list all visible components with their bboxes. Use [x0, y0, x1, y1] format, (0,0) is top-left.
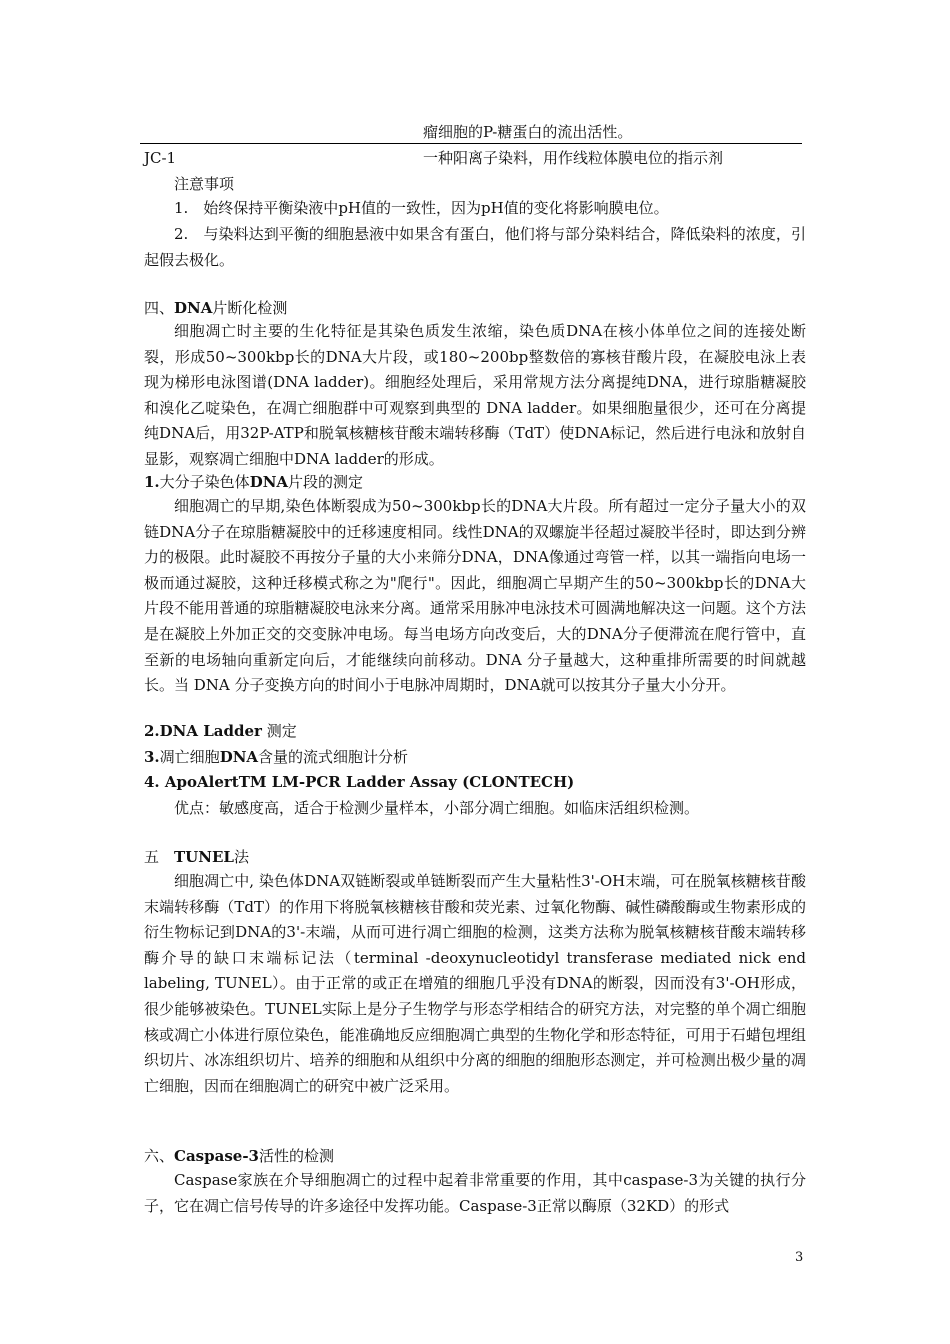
section-5-rest: 法 [233, 848, 249, 866]
subsection-1-heading [144, 471, 363, 493]
section-6-prefix: 六、 [144, 1147, 175, 1165]
subsection-3-bold: DNA [219, 748, 259, 766]
notes-title: 注意事项 [174, 175, 235, 193]
section-6-rest: 活性的检测 [258, 1147, 334, 1165]
section-4-paragraph-2: 细胞凋亡的早期,染色体断裂成为50~300kbp长的DNA大片段。所有超过一定分子量大小的双链DNA分子在琼脂糖凝胶中的迁移速度相同。线性DNA的双螺旋半径超过凝胶半径时，即达到分辨力的极限。此时凝胶不再按分子量的大小来筛分DNA，DNA像通过弯管一样，以其一端指向电场一极而通过凝胶，这种迁移模式称之为"爬行"。因此，细胞凋亡早期产生的50~300kbp长的DNA大片段不能用普通的琼脂糖凝胶电泳来分离。通常采用脉冲电泳技术可圆满地解决这一问题。这个方法是在凝胶上外加正交的交变脉冲电场。每当电场方向改变后，大的DNA分子便滞流在爬行管中，直至新的电场轴向重新定向后，才能继续向前移动。DNA 分子量越大，这种重排所需要的时间就越长。当 DNA 分子变换方向的时间小于电脉冲周期时，DNA就可以按其分子量大小分开。 [144, 497, 806, 695]
section-4-bold: DNA [174, 299, 213, 317]
subsection-3-rest: 含量的流式细胞计分析 [258, 748, 409, 766]
section-4-prefix: 四、 [144, 299, 175, 317]
subsection-4-bold: 4. ApoAlertTM LM-PCR Ladder Assay (CLONTECH) [144, 773, 575, 791]
table-cell-row2-left: JC-1 [144, 149, 177, 167]
section-6-paragraph-1: Caspase家族在介导细胞凋亡的过程中起着非常重要的作用，其中caspase-3为关键的执行分子，它在凋亡信号传导的许多途径中发挥功能。Caspase-3正常以酶原（32KD）的形式 [144, 1171, 806, 1215]
notes-item-1: 1. 始终保持平衡染液中pH值的一致性，因为pH值的变化将影响膜电位。 [174, 199, 669, 217]
section-5-prefix: 五 [144, 848, 175, 866]
section-5-paragraph-1: 细胞凋亡中, 染色体DNA双链断裂或单链断裂而产生大量粘性3'-OH末端，可在脱氧核糖核苷酸末端转移酶（TdT）的作用下将脱氧核糖核苷酸和荧光素、过氧化物酶、碱性磷酸酶或生物素形成的衍生物标记到DNA的3'-末端，从而可进行凋亡细胞的检测，这类方法称为脱氧核糖核苷酸末端转移酶介导的缺口末端标记法（terminal -deoxynucleotidyl transferase mediated nick end labeling, TUNEL）。由于正常的或正在增殖的细胞几乎没有DNA的断裂，因而没有3'-OH形成，很少能够被染色。TUNEL实际上是分子生物学与形态学相结合的研究方法，对完整的单个凋亡细胞核或凋亡小体进行原位染色，能准确地反应细胞凋亡典型的生物化学和形态特征，可用于石蜡包埋组织切片、冰冻组织切片、培养的细胞和从组织中分离的细胞的细胞形态测定，并可检测出极少量的凋亡细胞，因而在细胞凋亡的研究中被广泛采用。 [144, 872, 806, 1095]
page-number: 3 [795, 1250, 804, 1265]
subsection-1-number: 1. [144, 473, 160, 491]
subsection-3-heading [144, 746, 408, 768]
section-4-paragraph-1: 细胞凋亡时主要的生化特征是其染色质发生浓缩，染色质DNA在核小体单位之间的连接处断裂，形成50~300kbp长的DNA大片段，或180~200bp整数倍的寡核苷酸片段，在凝胶电泳上表现为梯形电泳图谱(DNA ladder)。细胞经处理后，采用常规方法分离提纯DNA，进行琼脂糖凝胶和溴化乙啶染色，在凋亡细胞群中可观察到典型的 DNA ladder。如果细胞量很少，还可在分离提纯DNA后，用32P-ATP和脱氧核糖核苷酸末端转移酶（TdT）使DNA标记，然后进行电泳和放射自显影，观察凋亡细胞中DNA ladder的形成。 [144, 322, 806, 468]
section-6-bold: Caspase-3 [174, 1147, 259, 1165]
subsection-3-number: 3. [144, 748, 160, 766]
subsection-2-rest: 测定 [261, 722, 297, 740]
subsection-3-mid: 凋亡细胞 [159, 748, 220, 766]
table-rule [140, 143, 802, 144]
subsection-2-bold: 2.DNA Ladder [144, 722, 262, 740]
section-4-heading [144, 297, 287, 319]
subsection-4-heading [144, 771, 574, 793]
section-4-rest: 片断化检测 [212, 299, 288, 317]
table-cell-row1-right: 瘤细胞的P-糖蛋白的流出活性。 [423, 123, 633, 141]
subsection-2-heading [144, 720, 297, 742]
notes-item-2: 2. 与染料达到平衡的细胞悬液中如果含有蛋白，他们将与部分染料结合，降低染料的浓度，引起假去极化。 [144, 225, 806, 269]
section-5-heading [144, 846, 249, 868]
subsection-1-rest: 片段的测定 [288, 473, 364, 491]
subsection-1-bold: DNA [249, 473, 289, 491]
section-6-heading [144, 1145, 334, 1167]
table-cell-row2-right: 一种阳离子染料，用作线粒体膜电位的指示剂 [423, 149, 724, 167]
subsection-1-mid: 大分子染色体 [159, 473, 250, 491]
section-5-bold: TUNEL [174, 848, 234, 866]
section-4-paragraph-3: 优点：敏感度高，适合于检测少量样本，小部分凋亡细胞。如临床活组织检测。 [174, 799, 700, 817]
